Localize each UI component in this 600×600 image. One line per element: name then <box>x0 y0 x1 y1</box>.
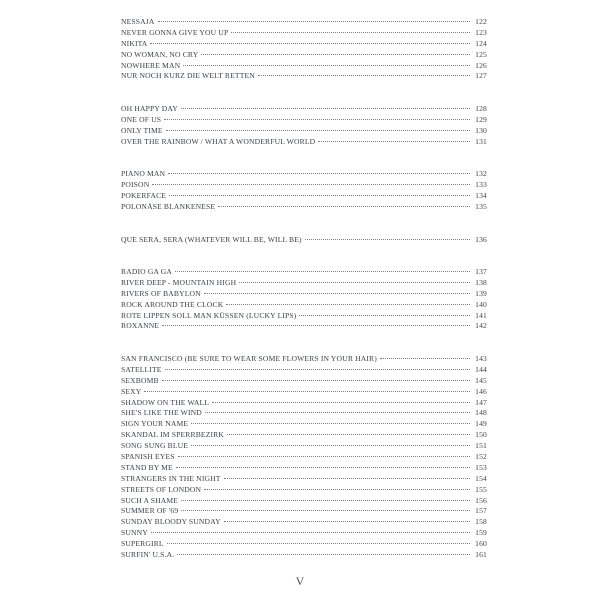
toc-entry-page: 146 <box>475 386 487 396</box>
page-number: V <box>295 574 305 588</box>
toc-group <box>121 17 487 82</box>
dot-leader <box>176 467 470 468</box>
toc-entry <box>121 300 487 311</box>
toc-entry-page: 154 <box>475 473 487 483</box>
toc-entry-page: 126 <box>475 60 487 70</box>
dot-leader <box>162 325 470 326</box>
toc-entry-title: SUMMER OF '69 <box>121 506 179 516</box>
toc-entry-page: 158 <box>475 517 487 527</box>
dot-leader <box>162 380 470 381</box>
toc-entry-page: 137 <box>475 267 487 276</box>
toc-entry-title: RIVERS OF BABYLON <box>121 288 201 298</box>
toc-entry-title: ROCK AROUND THE CLOCK <box>121 299 224 309</box>
toc-entry-title: OH HAPPY DAY <box>121 104 178 113</box>
toc-entry-title: STAND BY ME <box>121 462 173 472</box>
toc-entry-page: 133 <box>475 179 487 189</box>
toc-entry-page: 150 <box>475 430 487 440</box>
toc-entry-page: 127 <box>475 71 487 81</box>
toc-entry-title: SAN FRANCISCO (BE SURE TO WEAR SOME FLOWERS IN YOUR HAIR) <box>121 354 377 363</box>
dot-leader <box>380 358 470 359</box>
toc-entry-title: SUNDAY BLOODY SUNDAY <box>121 517 221 527</box>
dot-leader <box>191 423 470 424</box>
dot-leader <box>231 32 470 33</box>
toc-entry <box>121 289 487 300</box>
dot-leader <box>318 141 470 142</box>
toc-entry-page: 145 <box>475 375 487 385</box>
toc-entry <box>121 191 487 202</box>
dot-leader <box>169 195 470 196</box>
toc-entry <box>121 169 487 180</box>
dot-leader <box>144 391 470 392</box>
toc-entry-page: 140 <box>475 299 487 309</box>
dot-leader <box>181 500 470 501</box>
toc-entry-title: ROXANNE <box>121 321 160 331</box>
toc-entry <box>121 267 487 278</box>
dot-leader <box>258 75 470 76</box>
toc-entry <box>121 104 487 115</box>
toc-entry <box>121 311 487 322</box>
toc-entry <box>121 235 487 246</box>
toc-entry-page: 151 <box>475 441 487 451</box>
toc-entry <box>121 61 487 72</box>
dot-leader <box>224 478 470 479</box>
toc-entry <box>121 50 487 61</box>
dot-leader <box>183 65 470 66</box>
toc-entry-title: POKERFACE <box>121 190 167 200</box>
dot-leader <box>201 54 470 55</box>
dot-leader <box>164 119 470 120</box>
dot-leader <box>218 206 470 207</box>
toc-entry-title: RIVER DEEP - MOUNTAIN HIGH <box>121 277 237 287</box>
toc-entry-page: 124 <box>475 38 487 48</box>
toc-entry-page: 123 <box>475 27 487 37</box>
toc-entry-page: 155 <box>475 484 487 494</box>
dot-leader <box>224 521 470 522</box>
toc-entry-page: 134 <box>475 190 487 200</box>
dot-leader <box>168 173 470 174</box>
dot-leader <box>166 130 470 131</box>
dot-leader <box>150 43 470 44</box>
toc-entry-page: 152 <box>475 452 487 462</box>
toc-entry <box>121 17 487 28</box>
dot-leader <box>204 293 470 294</box>
toc-entry <box>121 419 487 430</box>
toc-entry-title: OVER THE RAINBOW / WHAT A WONDERFUL WORLD <box>121 136 316 146</box>
toc-entry <box>121 441 487 452</box>
toc-entry-title: SUNNY <box>121 528 148 538</box>
toc-entry <box>121 376 487 387</box>
toc-entry <box>121 28 487 39</box>
toc-entry-title: SKANDAL IM SPERRBEZIRK <box>121 430 225 440</box>
toc-entry-page: 142 <box>475 321 487 331</box>
toc-entry-page: 130 <box>475 125 487 135</box>
toc-entry-title: SATELLITE <box>121 364 162 374</box>
toc-entry-title: SHADOW ON THE WALL <box>121 397 210 407</box>
toc-entry-page: 122 <box>475 17 487 26</box>
toc-entry-page: 143 <box>475 354 487 363</box>
dot-leader <box>175 271 470 272</box>
toc-entry <box>121 354 487 365</box>
toc-entry <box>121 71 487 82</box>
toc-entry <box>121 474 487 485</box>
toc-entry-title: SPANISH EYES <box>121 452 175 462</box>
toc-entry-page: 149 <box>475 419 487 429</box>
dot-leader <box>205 412 470 413</box>
toc-entry <box>121 452 487 463</box>
toc-entry <box>121 485 487 496</box>
toc-entry-title: NO WOMAN, NO CRY <box>121 49 199 59</box>
toc-group <box>121 267 487 332</box>
toc-entry <box>121 278 487 289</box>
dot-leader <box>165 369 470 370</box>
toc-entry-page: 138 <box>475 277 487 287</box>
toc-group <box>121 235 487 246</box>
toc-entry <box>121 506 487 517</box>
toc-entry-title: SEXBOMB <box>121 375 159 385</box>
toc-entry <box>121 126 487 137</box>
toc-entry <box>121 137 487 148</box>
dot-leader <box>305 239 470 240</box>
toc-entry <box>121 387 487 398</box>
toc-entry <box>121 496 487 507</box>
toc-entry <box>121 539 487 550</box>
toc-entry-title: SURFIN' U.S.A. <box>121 550 175 560</box>
toc-entry-page: 125 <box>475 49 487 59</box>
toc-entry-title: PIANO MAN <box>121 169 166 178</box>
toc-entry-title: POLONÄSE BLANKENESE <box>121 201 216 211</box>
toc-entry-title: SHE'S LIKE THE WIND <box>121 408 202 418</box>
toc-entry-page: 148 <box>475 408 487 418</box>
toc-entry-page: 136 <box>475 235 487 244</box>
toc-entry-page: 139 <box>475 288 487 298</box>
toc-entry-title: ROTE LIPPEN SOLL MAN KÜSSEN (LUCKY LIPS) <box>121 310 297 320</box>
dot-leader <box>178 456 470 457</box>
dot-leader <box>181 108 470 109</box>
toc-entry <box>121 321 487 332</box>
toc-entry-title: SONG SUNG BLUE <box>121 441 189 451</box>
toc-entry-title: ONE OF US <box>121 114 162 124</box>
dot-leader <box>177 554 470 555</box>
toc-entry-page: 131 <box>475 136 487 146</box>
toc-group <box>121 354 487 561</box>
toc-entry-page: 135 <box>475 201 487 211</box>
dot-leader <box>191 445 470 446</box>
toc-entry <box>121 430 487 441</box>
toc-entry-title: STRANGERS IN THE NIGHT <box>121 473 221 483</box>
dot-leader <box>239 282 470 283</box>
dot-leader <box>299 315 470 316</box>
toc-entry-title: SUCH A SHAME <box>121 495 179 505</box>
toc-entry <box>121 408 487 419</box>
toc-group <box>121 104 487 148</box>
dot-leader <box>181 510 470 511</box>
toc-entry <box>121 180 487 191</box>
toc-entry-title: NOWHERE MAN <box>121 60 181 70</box>
dot-leader <box>151 532 470 533</box>
toc-entry <box>121 202 487 213</box>
toc-entry-page: 157 <box>475 506 487 516</box>
toc-entry <box>121 398 487 409</box>
toc-entry <box>121 115 487 126</box>
toc-entry <box>121 517 487 528</box>
toc-entry-page: 161 <box>475 550 487 560</box>
toc-entry-title: NUR NOCH KURZ DIE WELT RETTEN <box>121 71 255 81</box>
toc-entry-page: 160 <box>475 539 487 549</box>
toc-entry-page: 132 <box>475 169 487 178</box>
toc-entry-title: RADIO GA GA <box>121 267 173 276</box>
dot-leader <box>167 543 470 544</box>
toc-entry-title: POISON <box>121 179 150 189</box>
toc-entry <box>121 528 487 539</box>
dot-leader <box>204 489 470 490</box>
dot-leader <box>227 434 470 435</box>
toc-entry-page: 156 <box>475 495 487 505</box>
toc-entry-page: 128 <box>475 104 487 113</box>
toc-entry-page: 129 <box>475 114 487 124</box>
toc-entry-title: QUE SERA, SERA (WHATEVER WILL BE, WILL BE) <box>121 235 302 244</box>
toc-entry-title: SUPERGIRL <box>121 539 164 549</box>
toc-entry-title: NESSAJA <box>121 17 155 26</box>
toc-entry-page: 153 <box>475 462 487 472</box>
toc-entry-page: 147 <box>475 397 487 407</box>
toc-entry-title: STREETS OF LONDON <box>121 484 202 494</box>
toc-entry-page: 141 <box>475 310 487 320</box>
dot-leader <box>158 21 470 22</box>
dot-leader <box>212 402 470 403</box>
toc-entry-title: SEXY <box>121 386 142 396</box>
toc-entry-title: SIGN YOUR NAME <box>121 419 189 429</box>
dot-leader <box>226 304 470 305</box>
toc-entry-page: 159 <box>475 528 487 538</box>
toc-entry <box>121 463 487 474</box>
toc-entry-title: NIKITA <box>121 38 148 48</box>
toc-entry <box>121 550 487 561</box>
toc-entry-title: NEVER GONNA GIVE YOU UP <box>121 27 229 37</box>
toc-group <box>121 169 487 213</box>
toc-entry <box>121 365 487 376</box>
dot-leader <box>152 184 470 185</box>
toc-entry <box>121 39 487 50</box>
toc-entry-page: 144 <box>475 364 487 374</box>
toc-entry-title: ONLY TIME <box>121 125 163 135</box>
